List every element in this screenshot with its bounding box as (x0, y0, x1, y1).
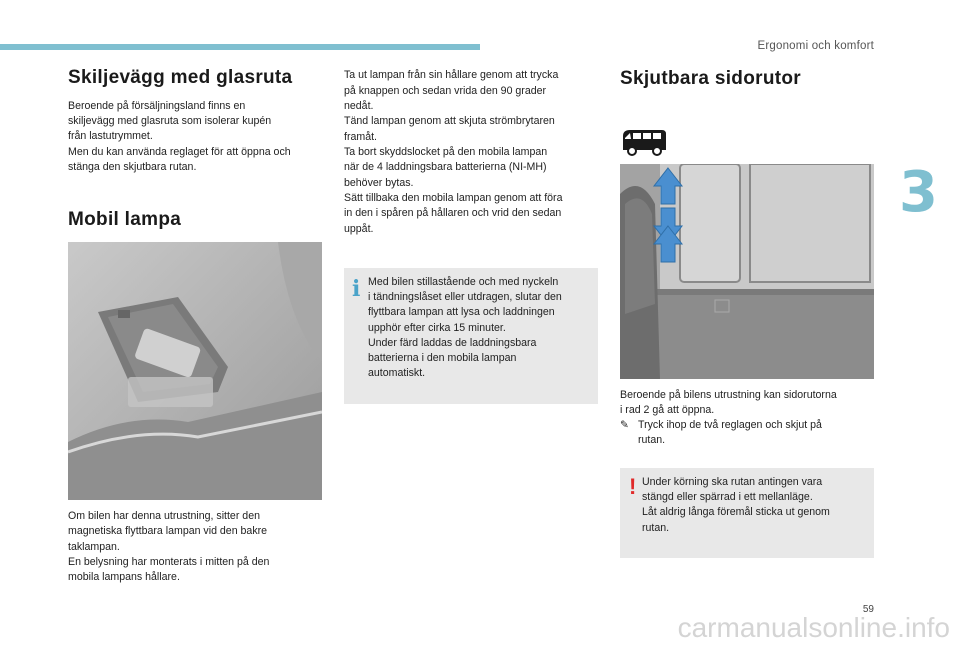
text-line: taklampan. (68, 541, 120, 553)
text-line: rutan. (638, 434, 666, 446)
bullet-marker: ✎ (620, 419, 629, 431)
text-line: Ta ut lampan från sin hållare genom att trycka (344, 69, 559, 81)
warning-text (642, 475, 870, 536)
text-line: En belysning har monterats i mitten på den (68, 556, 270, 568)
text-line: Låt aldrig långa föremål sticka ut genom (642, 506, 830, 519)
text-line: Sätt tillbaka den mobila lampan genom att föra (344, 192, 563, 204)
mobile-lamp-photo (68, 242, 322, 500)
section-title: Ergonomi och komfort (757, 40, 874, 52)
text-line: Under körning ska rutan antingen vara (642, 476, 823, 488)
info-box (344, 268, 598, 404)
text-line: Tryck ihop de två reglagen och skjut på (638, 419, 822, 431)
text-line: Om bilen har denna utrustning, sitter den (68, 510, 260, 522)
header-accent-bar (0, 44, 480, 50)
text-line: stängd eller spärrad i ett mellanläge. (642, 491, 813, 504)
text-line: flyttbara lampan att lysa och laddningen (368, 306, 555, 319)
heading-partition: Skiljevägg med glasruta (68, 67, 293, 88)
text-line: automatiskt. (368, 367, 426, 380)
sliding-window-photo (620, 164, 874, 379)
text-line: Beroende på försäljningsland finns en (68, 100, 246, 112)
text-line: skiljevägg med glasruta som isolerar kupén (68, 115, 272, 127)
text-line: från lastutrymmet. (68, 130, 153, 142)
text-line: mobila lampans hållare. (68, 571, 180, 583)
text-line: Ta bort skyddslocket på den mobila lampan (344, 146, 548, 158)
text-line: Tänd lampan genom att skjuta strömbrytaren (344, 115, 555, 127)
warning-box (620, 468, 874, 558)
text-line: nedåt. (344, 100, 374, 112)
van-icon (620, 126, 668, 158)
heading-mobile-lamp: Mobil lampa (68, 209, 182, 230)
text-line: i rad 2 gå att öppna. (620, 404, 715, 416)
text-line: framåt. (344, 131, 377, 143)
watermark: carmanualsonline.info (677, 612, 950, 643)
chapter-number: 3 (899, 160, 938, 225)
warning-icon: ! (629, 474, 637, 499)
text-line: Men du kan använda reglaget för att öppna och (68, 146, 291, 158)
text-line: Under färd laddas de laddningsbara (368, 336, 537, 349)
text-line: batterierna i den mobila lampan (368, 352, 517, 365)
text-line: stänga den skjutbara rutan. (68, 161, 197, 173)
page-number: 59 (862, 604, 874, 615)
text-line: behöver bytas. (344, 177, 414, 189)
text-line: rutan. (642, 521, 670, 534)
heading-sliding-windows: Skjutbara sidorutor (620, 68, 801, 89)
text-line: Beroende på bilens utrustning kan sidorutorna (620, 389, 837, 401)
info-icon: i (352, 276, 361, 302)
text-line: in den i spåren på hållaren och vrid den sedan (344, 207, 562, 219)
text-line: Med bilen stillastående och med nyckeln (368, 276, 559, 288)
text-line: på knappen och sedan vrida den 90 grader (344, 85, 547, 97)
text-line: uppåt. (344, 223, 374, 235)
text-line: magnetiska flyttbara lampan vid den bakre (68, 525, 268, 537)
text-line: i tändningslåset eller utdragen, slutar den (368, 291, 562, 304)
text-line: upphör efter cirka 15 minuter. (368, 321, 506, 334)
info-text (368, 275, 593, 381)
text-line: när de 4 laddningsbara batterierna (NI-MH) (344, 161, 547, 173)
